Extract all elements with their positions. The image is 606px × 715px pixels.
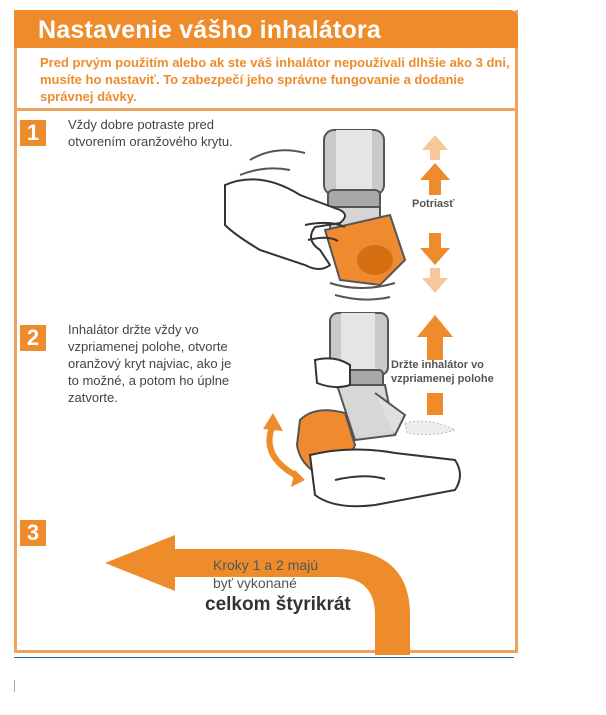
shake-label: Potriasť bbox=[412, 198, 455, 210]
page-title: Nastavenie vášho inhalátora bbox=[38, 16, 382, 44]
title-bar bbox=[14, 10, 518, 48]
step-3-line-1: Kroky 1 a 2 majú bbox=[213, 557, 319, 573]
upright-label-line2: vzpriamenej polohe bbox=[391, 373, 494, 385]
step-1-text: Vždy dobre potraste pred otvorením oranžového krytu. bbox=[68, 117, 233, 149]
step-2-text: Inhalátor držte vždy vo vzpriamenej polohe, otvorte oranžový kryt najviac, ako je to možné, a potom ho úplne zatvorte. bbox=[68, 322, 232, 405]
margin-mark bbox=[14, 680, 15, 692]
intro-text: Pred prvým použitím alebo ak ste váš inhalátor nepoužívali dlhšie ako 3 dni, musíte ho nastaviť. To zabezpečí jeho správne fungovanie a dodanie správnej dávky. bbox=[40, 55, 510, 104]
step-1-illustration bbox=[220, 115, 480, 310]
step-3-emphasis: celkom štyrikrát bbox=[205, 594, 351, 615]
step-2-illustration bbox=[255, 305, 495, 520]
step-2-badge: 2 bbox=[20, 325, 46, 351]
step-1-badge: 1 bbox=[20, 120, 46, 146]
bottom-rule bbox=[14, 657, 514, 658]
divider bbox=[17, 108, 515, 111]
step-3-badge: 3 bbox=[20, 520, 46, 546]
step-3-line-2: byť vykonané bbox=[213, 575, 297, 591]
upright-label-line1: Držte inhalátor vo bbox=[391, 359, 484, 371]
